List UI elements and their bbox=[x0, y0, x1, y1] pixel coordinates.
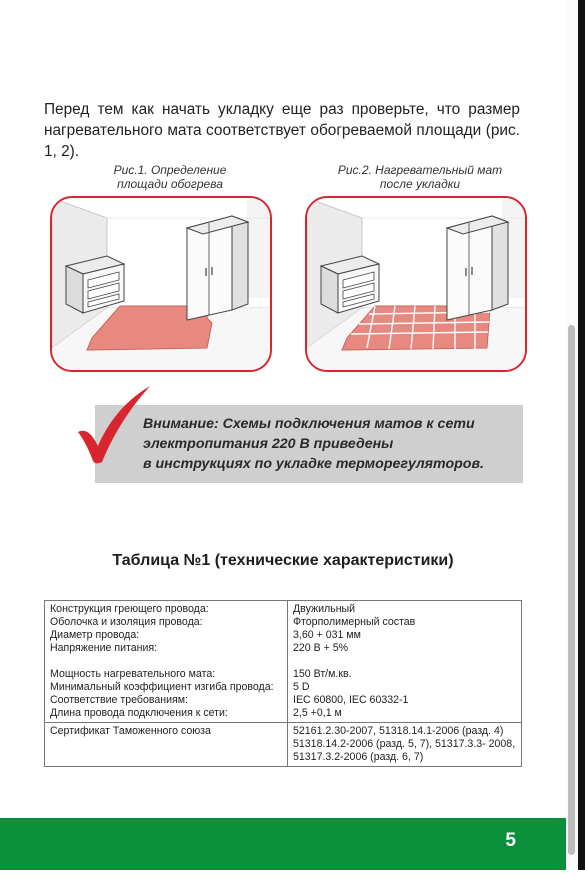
spec-key: Длина провода подключения к сети: bbox=[50, 707, 228, 719]
window-edge bbox=[578, 0, 585, 878]
figure-1-caption-line-2: площади обогрева bbox=[117, 177, 223, 191]
table-title: Таблица №1 (технические характеристики) bbox=[112, 552, 454, 569]
notice-line-3: в инструкциях по укладке терморегуляторов. bbox=[143, 456, 484, 472]
figure-2-caption bbox=[315, 163, 525, 191]
spec-values-cell bbox=[288, 601, 522, 723]
checkmark-icon bbox=[74, 384, 154, 466]
intro-paragraph: Перед тем как начать укладку еще раз проверьте, что размер нагревательного мата соответствует обогреваемой площади (рис. 1, 2). bbox=[44, 101, 520, 161]
notice-text bbox=[143, 414, 518, 474]
figure-1-heating-area bbox=[50, 196, 272, 372]
wardrobe-drawing bbox=[187, 216, 248, 320]
spec-value: Фторполимерный состав bbox=[293, 616, 416, 628]
spec-value: 3,60 + 031 мм bbox=[293, 629, 361, 641]
spec-value: Двужильный bbox=[293, 603, 356, 615]
table-row bbox=[45, 601, 522, 723]
spec-key: Минимальный коэффициент изгиба провода: bbox=[50, 681, 274, 693]
cert-value: 51317.3.2-2006 (разд. 6, 7) bbox=[293, 751, 424, 763]
spec-key: Соответствие требованиям: bbox=[50, 694, 188, 706]
cert-value: 52161.2.30-2007, 51318.14.1-2006 (разд. 4) bbox=[293, 725, 504, 737]
page-footer bbox=[0, 818, 578, 870]
chest-of-drawers-drawing bbox=[321, 256, 379, 313]
room-illustration-2 bbox=[307, 198, 525, 370]
room-illustration-1 bbox=[52, 198, 270, 370]
figure-1-caption-line-1: Рис.1. Определение bbox=[113, 163, 227, 177]
spec-key: Напряжение питания: bbox=[50, 642, 158, 654]
cert-value: 51318.14.2-2006 (разд. 5, 7), 51317.3.3- 2008, bbox=[293, 738, 516, 750]
wardrobe-drawing bbox=[447, 216, 508, 320]
cert-key-cell bbox=[45, 723, 288, 767]
figure-2-caption-line-1: Рис.2. Нагревательный мат bbox=[337, 163, 503, 177]
spec-key: Диаметр провода: bbox=[50, 629, 140, 641]
figure-2-caption-line-2: после укладки bbox=[379, 177, 461, 191]
spec-value: 5 D bbox=[293, 681, 310, 693]
bottom-margin bbox=[0, 870, 585, 878]
spec-value: 150 Вт/м.кв. bbox=[293, 668, 352, 680]
spec-value: 2,5 +0,1 м bbox=[293, 707, 342, 719]
spec-keys-cell bbox=[45, 601, 288, 723]
spec-table bbox=[44, 600, 522, 767]
figure-1-caption bbox=[90, 163, 250, 191]
spec-value: IEC 60800, IEC 60332-1 bbox=[293, 694, 409, 706]
figure-2-heating-mat bbox=[305, 196, 527, 372]
cert-key: Сертификат Таможенного союза bbox=[50, 725, 211, 737]
spec-key: Мощность нагревательного мата: bbox=[50, 668, 216, 680]
notice-line-1: Внимание: Схемы подключения матов к сети bbox=[143, 416, 475, 432]
spec-key: Оболочка и изоляция провода: bbox=[50, 616, 203, 628]
page-number: 5 bbox=[505, 830, 516, 851]
spec-value: 220 В + 5% bbox=[293, 642, 349, 654]
chest-of-drawers-drawing bbox=[66, 256, 124, 313]
cert-values-cell bbox=[288, 723, 522, 767]
spec-key: Конструкция греющего провода: bbox=[50, 603, 209, 615]
scrollbar-thumb[interactable] bbox=[568, 325, 575, 855]
table-row bbox=[45, 723, 522, 767]
notice-line-2: электропитания 220 В приведены bbox=[143, 436, 394, 452]
